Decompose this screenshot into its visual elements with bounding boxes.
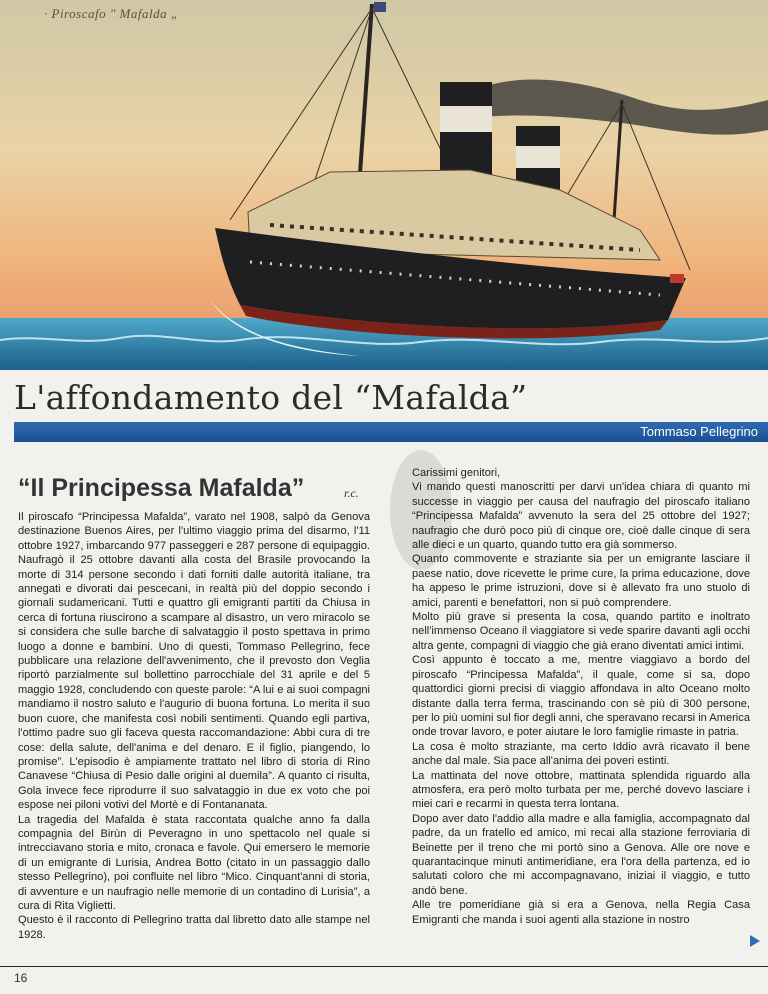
sidebar-heading: “Il Principessa Mafalda” [18,474,305,502]
footer-rule [0,966,768,967]
letter-paragraph: Così appunto è toccato a me, mentre viaggiavo a bordo del piroscafo “Principessa Mafalda”, il quale, come si sa, dopo quattordici giorni precisi di viaggio affondava in alto Oceano molto distante dalla terra ferma, trascinando con sè più di 300 persone, per lo più uomini sul fior degli anni, che speravano recarsi in America onde trovar lavoro, e poter aiutare le loro famiglie rimaste in patria. [412,654,750,739]
letter-paragraph: Alle tre pomeridiane già si era a Genova, nella Regia Casa Emigranti che manda i suoi agenti alla stazione in nostro [412,899,750,926]
masthead-flag [374,2,386,12]
letter-paragraph: Quanto commovente e straziante sia per un emigrante lasciare il paese natio, dove ricevette le prime cure, la prima educazione, dove ha appeso le prime istruzioni, dove si è allevato fra uno stuolo di amici, parenti e benefattori, non si può comprendere. [412,553,750,609]
article-title: L'affondamento del “Mafalda” [14,378,528,417]
sidebar-story-text [18,510,370,942]
continue-arrow-icon [750,935,760,947]
letter-paragraph: La cosa è molto straziante, ma certo Iddio avrà ricavato il bene anche dal male. Sia pace all'anima dei poveri estinti. [412,740,750,768]
hero-illustration [0,0,768,370]
sidebar-paragraph: Questo è il racconto di Pellegrino tratta dal libretto dato alle stampe nel 1928. [18,914,370,941]
letter-paragraph: Vi mando questi manoscritti per darvi un'idea chiara di quanto mi successe in viaggio per causa del naufragio del piroscafo italiano “Principessa Mafalda” avvenuto la sera del 25 ottobre del 1927; naufragio che durò poco più di cinque ore, cioè dalle cinque di sera alle dieci e un quarto, quando tutto era già sommerso. [412,481,750,552]
page-number: 16 [14,971,28,985]
stern-flag [670,274,684,283]
sidebar-paragraph: Il piroscafo “Principessa Mafalda”, varato nel 1908, salpò da Genova destinazione Buenos Aires, per l'ultimo viaggio prima del disarmo, l'11 ottobre 1927, imbarcando 977 passeggeri e 287 persone di equipaggio. Naufragò il 25 ottobre davanti alla costa del Brasile provocando la morte di 314 persone secondo i dati forniti dalle autorità italiane, tra annegati e divorati dai pescecani, in realtà più del doppio secondo i giornali sudamericani. Tutti e quattro gli emigranti partiti da Chiusa in cerca di fortuna riuscirono a scampare al disastro, un vero miracolo se si considera che sulle barche di salvataggio il posto spettava in primo luogo a donne e bambini. Uno di questi, Tommaso Pellegrino, fece pubblicare una relazione dell'avvenimento, che il prevosto don Veglia riportò parzialmente sul bollettino parrocchiale del 31 aprile e del 5 maggio 1928, concludendo con queste parole: “A lui e ai suoi compagni mandiamo il nostro saluto e l'augurio di buona fortuna. Lo merita il suo buon cuore, che manifesta così nobili sentimenti. Quando egli partiva, l'ottimo padre suo gli faceva questa raccomandazione: Abbi cura di tre cose: della salute, dell'anima e del denaro. E il figlio, piangendo, lo promise”. L'episodio è ampiamente trattato nel libro di storia di Rino Canavese “Chiusa di Pesio dalle origini al duemila”. A quanto ci risulta, Gola invece fece riprodurre il suo salvataggio in due ex voto che poi espose nei piloni votivi del Mortè e di Fontananata. [18,511,370,812]
letter-paragraph: La mattinata del nove ottobre, mattinata splendida riguardo alla atmosfera, era però molto turbata per me, perché dovevo lasciare i miei cari e recarmi in questa terra lontana. [412,769,750,811]
sidebar-paragraph: La tragedia del Mafalda è stata raccontata qualche anno fa dalla compagnia del Birùn di Peveragno in uno spettacolo nel quale si intrecciavano storia e mito, cronaca e favole. Qui emersero le memorie di un emigrante di Lurisia, Andrea Botto (citato in un passaggio dallo stesso Pellegrino), poi confluite nel libro “Mico. Cinquant'anni di storia, di avventure e un naufragio nelle memorie di un contadino di Lurisia”, a cura di Rita Viglietti. [18,813,370,912]
author-name: Tommaso Pellegrino [640,424,758,439]
funnel-fore-band [440,106,492,132]
letter-paragraph: Carissimi genitori, [412,467,501,479]
letter-paragraph: Dopo aver dato l'addio alla madre e alla famiglia, accompagnato dal padre, da un fratello ed amico, mi recai alla stazione ferroviaria di Beinette per il treno che mi portò sino a Genova. Alle ore nove e quarantacinque minuti antimeridiane, era l'ora della partenza, ed io salutati coloro che mi accompagnavano, iniziai il viaggio, e tutto andò bene. [412,812,750,897]
ship-painting [0,0,768,370]
title-band [14,422,768,442]
letter-text [412,466,750,927]
sidebar-signature: r.c. [344,486,359,500]
illustration-caption: · Piroscafo " Mafalda „ [44,6,179,21]
funnel-aft-band [516,146,560,168]
letter-paragraph: Molto più grave si presenta la cosa, quando partito e inoltrato nell'immenso Oceano il viaggiatore si vede sparire davanti agli occhi altra gente, compagni di viaggio che già erano diventati amici intimi. [412,611,750,652]
